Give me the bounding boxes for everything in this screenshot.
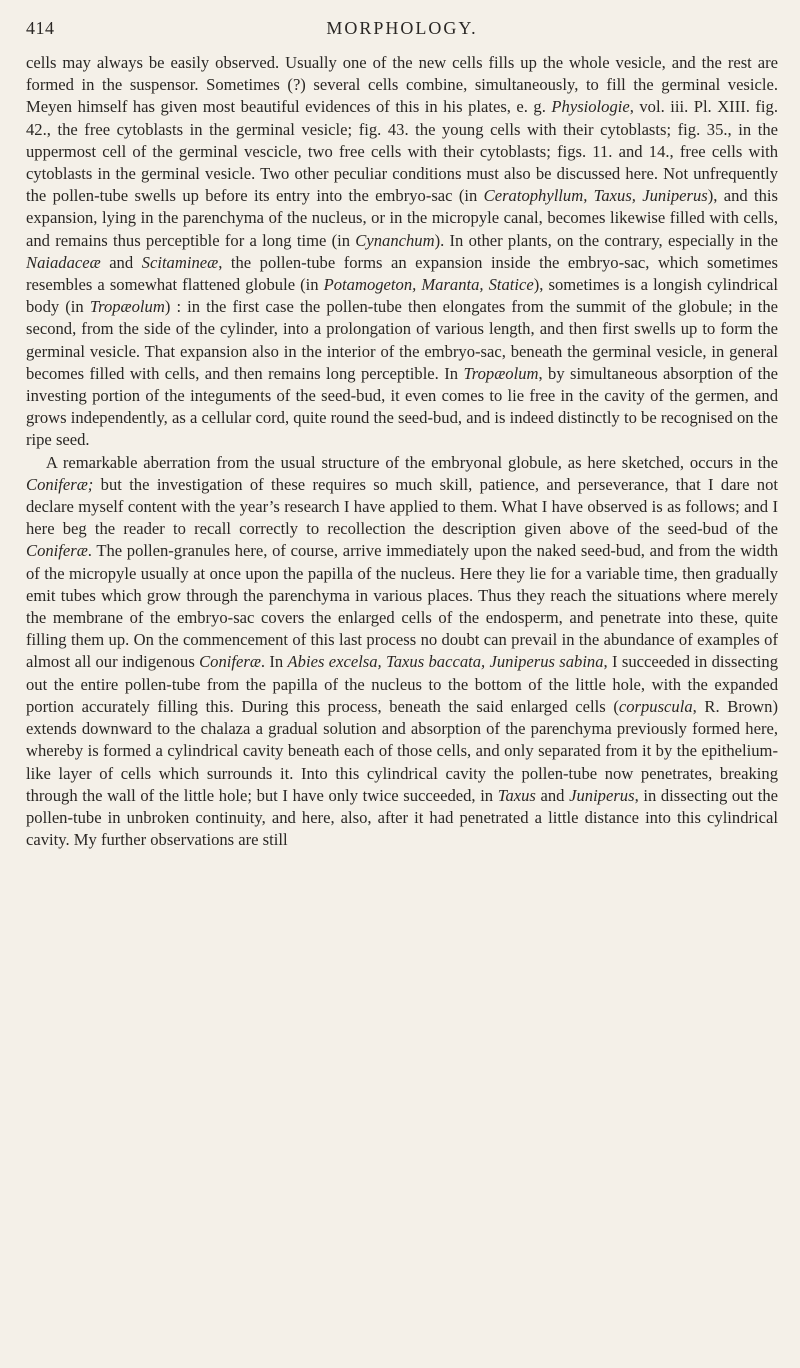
italic-run: Juniperus [569, 785, 635, 805]
text-run: , vol. iii. Pl. XIII. fig. 42., the free cytoblasts in the germinal vesicle; fig. 43. the young cells with their cytoblasts; fig. 35., in the uppermost cell of the germinal vescicle, two free cells with their cytoblasts; figs. 11. and 14., free cells with cytoblasts in the germinal vesicle. Two other peculiar conditions must also be discussed here. Not unfrequently the pollen-tube swells up before its entry into the embryo-sac (in [26, 97, 778, 206]
text-run: . The pollen-granules here, of course, arrive immediately upon the naked seed-bud, and from the width of the micropyle usually at once upon the papilla of the nucleus. Here they lie for a variable time, then gradually emit tubes which grow through the parenchyma in various places. Thus they reach the situations where merely the membrane of the embryo-sac covers the enlarged cells of the endosperm, and penetrate into these, quite filling them up. On the commencement of this last process no doubt can prevail in the abundance of examples of almost all our indigenous [26, 541, 778, 672]
italic-run: Coniferæ [199, 652, 261, 672]
text-run: . In [260, 652, 288, 672]
italic-run: Scitamineæ [141, 252, 219, 272]
italic-run: Tropæolum [89, 297, 165, 317]
paragraph-1 [26, 52, 778, 452]
italic-run: Abies excelsa, Taxus baccata, Juniperus sabina [287, 652, 604, 672]
book-page [26, 12, 778, 1352]
text-run: ). In other plants, on the contrary, especially in the [434, 230, 778, 250]
text-run: , by simultaneous absorption of the investing portion of the integuments of the seed-bud, it even comes to lie free in the cavity of the germen, and grows independently, as a cellular cord, quite round the seed-bud, and is indeed distinctly to be recognised on the ripe seed. [26, 363, 778, 450]
italic-run: Naiadaceæ [26, 252, 101, 272]
running-head [26, 12, 778, 52]
text-run: ), sometimes is a longish cylindrical body (in [26, 275, 778, 317]
italic-run: Taxus [497, 785, 536, 805]
text-run: and [535, 785, 570, 805]
text-run: , the pollen-tube forms an expansion inside the embryo-sac, which sometimes resembles a somewhat flattened globule (in [26, 252, 778, 295]
italic-run: Potamogeton, Maranta, Statice [323, 275, 534, 295]
text-run: cells may always be easily observed. Usually one of the new cells fills up the whole vesicle, and the rest are formed in the suspensor. Sometimes (?) several cells combine, simultaneously, to fill the germinal vesicle. Meyen himself has given most beautiful evidences of this in his plates, e. g. [26, 53, 778, 117]
text-run: , in dissecting out the pollen-tube in unbroken continuity, and here, also, after it had penetrated a little distance into this cylindrical cavity. My further observations are still [26, 785, 778, 850]
text-run: but the investigation of these requires so much skill, patience, and perseverance, that I dare not declare myself content with the year’s research I have applied to them. What I have observed is as follows; and I here beg the reader to recall correctly to recollection the description given above of the seed-bud of the [26, 474, 778, 539]
header-title: MORPHOLOGY. [326, 18, 478, 38]
italic-run: Cynanchum [355, 230, 435, 250]
text-run: A remarkable aberration from the usual structure of the embryonal globule, as here sketched, occurs in the [45, 452, 778, 472]
italic-run: Ceratophyllum, Taxus, Juniperus [483, 186, 708, 206]
page-number: 414 [26, 18, 55, 38]
italic-run: Physiologie [551, 97, 630, 117]
italic-run: Tropæolum [463, 363, 539, 383]
text-run: ), and this expansion, lying in the parenchyma of the nucleus, or in the micropyle canal, becomes likewise filled with cells, and remains thus perceptible for a long time (in [26, 186, 778, 250]
italic-run: Coniferæ [26, 541, 88, 561]
text-run: , R. Brown) extends downward to the chalaza a gradual solution and absorption of the parenchyma previously formed here, whereby is formed a cylindrical cavity beneath each of those cells, and only separated from it by the epithelium-like layer of cells which surrounds it. Into this cylindrical cavity the pollen-tube now penetrates, breaking through the wall of the little hole; but I have only twice succeeded, in [26, 696, 778, 805]
paragraph-2 [26, 452, 778, 852]
body-text [26, 52, 778, 851]
text-run: and [100, 252, 142, 272]
italic-run: corpuscula [618, 696, 693, 716]
text-run: , I succeeded in dissecting out the entire pollen-tube from the papilla of the nucleus to the bottom of the little hole, with the expanded portion accurately filling this. During this process, beneath the said enlarged cells ( [26, 652, 778, 716]
text-run: ) : in the first case the pollen-tube then elongates from the summit of the globule; in the second, from the side of the cylinder, into a prolongation of various length, and then first swells up to form the germinal vesicle. That expansion also in the interior of the embryo-sac, beneath the germinal vesicle, in general becomes filled with cells, and then remains long perceptible. In [26, 297, 778, 383]
italic-run: Coniferæ; [26, 474, 94, 494]
